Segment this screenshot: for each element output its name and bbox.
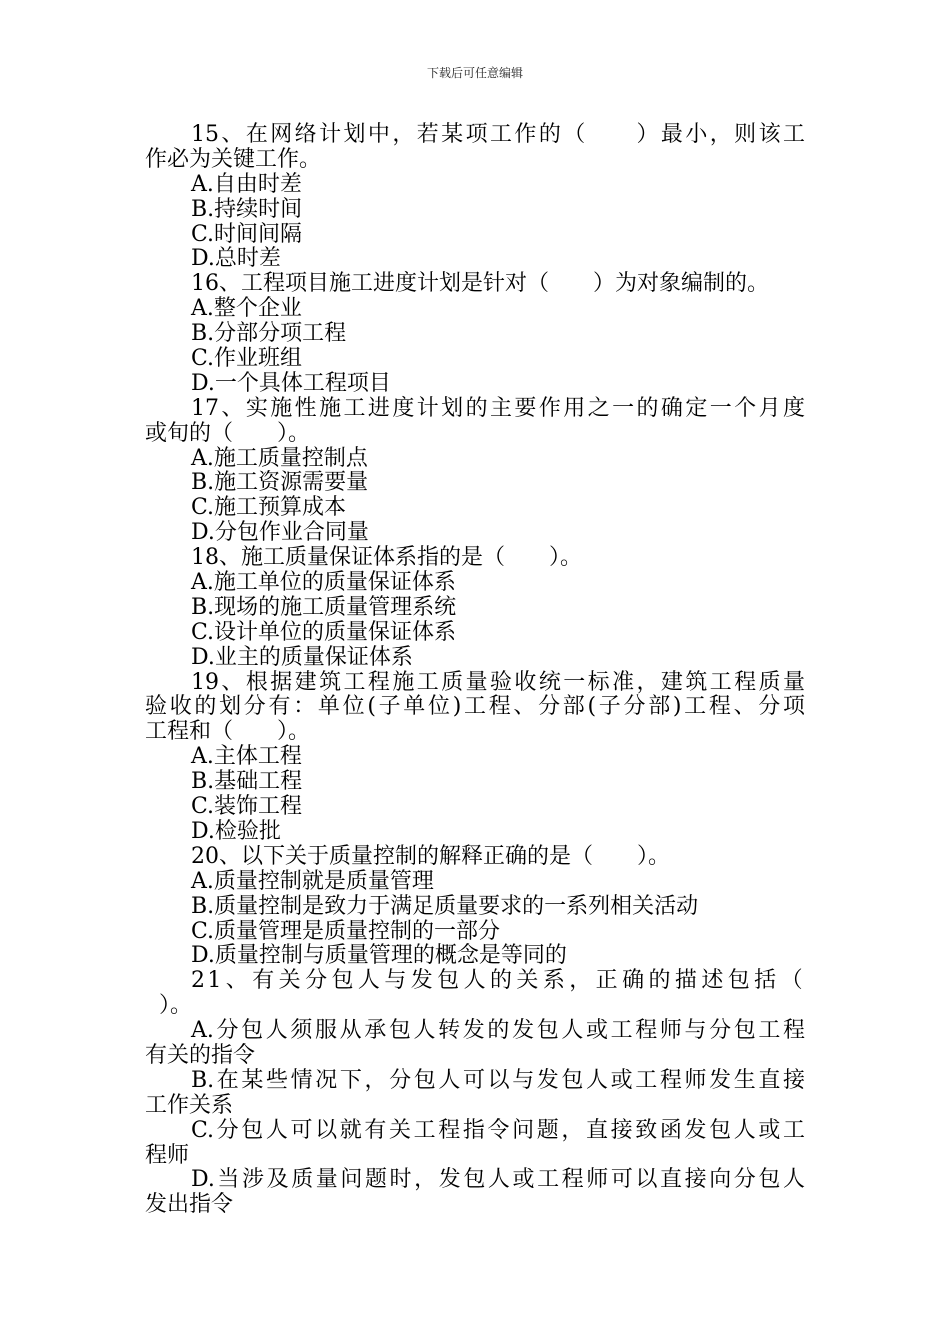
option-d-line: 发出指令 [145, 1192, 234, 1218]
option-b-line: 工作关系 [145, 1092, 234, 1118]
option-d: D.一个具体工程项目 [191, 370, 391, 396]
question-stem-line: 20、以下关于质量控制的解释正确的是（ ）。 [191, 843, 670, 869]
page-header: 下载后可任意编辑 [426, 66, 523, 80]
question-20 [145, 845, 805, 969]
option-b: B.施工资源需要量 [191, 470, 369, 496]
option-c-line: 程师 [145, 1142, 190, 1168]
option-c: C.设计单位的质量保证体系 [191, 619, 457, 645]
document-body [145, 123, 805, 1218]
option-c: C.质量管理是质量控制的一部分 [191, 918, 501, 944]
question-15 [145, 123, 805, 272]
option-c: C.时间间隔 [191, 221, 303, 247]
question-stem-line: 工程和（ ）。 [145, 719, 311, 745]
option-d: D.检验批 [191, 818, 281, 844]
option-b: B.持续时间 [191, 196, 303, 222]
question-18 [145, 546, 805, 670]
option-d: D.总时差 [191, 246, 281, 272]
question-19 [145, 671, 805, 845]
option-d: D.分包作业合同量 [191, 520, 369, 546]
question-stem-line: 验收的划分有：单位(子单位)工程、分部(子分部)工程、分项 [145, 694, 805, 720]
option-a: A.施工质量控制点 [191, 445, 368, 471]
question-stem-line: 或旬的（ ）。 [145, 420, 311, 446]
question-stem-line: 16、工程项目施工进度计划是针对（ ）为对象编制的。 [191, 271, 769, 297]
question-stem-line: 15、在网络计划中，若某项工作的（ ）最小，则该工 [191, 122, 805, 147]
option-b-line: B.在某些情况下，分包人可以与发包人或工程师发生直接 [191, 1067, 805, 1093]
option-b: B.现场的施工质量管理系统 [191, 594, 457, 620]
option-b: B.质量控制是致力于满足质量要求的一系列相关活动 [191, 893, 699, 919]
question-17 [145, 397, 805, 546]
question-stem-line: 19、根据建筑工程施工质量验收统一标准，建筑工程质量 [191, 669, 805, 695]
option-c-line: C.分包人可以就有关工程指令问题，直接致函发包人或工 [191, 1117, 805, 1143]
option-a: A.自由时差 [191, 171, 302, 197]
question-stem-line: 21、有关分包人与发包人的关系，正确的描述包括（ [191, 968, 805, 994]
option-c: C.作业班组 [191, 346, 303, 372]
question-21 [145, 969, 805, 1218]
option-c: C.施工预算成本 [191, 495, 347, 521]
option-a-line: 有关的指令 [145, 1042, 256, 1068]
option-a: A.主体工程 [191, 744, 302, 770]
option-a: A.质量控制就是质量管理 [191, 868, 434, 894]
question-stem-line: 作必为关键工作。 [145, 146, 322, 172]
question-stem-line: 18、施工质量保证体系指的是（ ）。 [191, 545, 582, 571]
option-d-line: D.当涉及质量问题时，发包人或工程师可以直接向分包人 [191, 1167, 805, 1193]
option-d: D.质量控制与质量管理的概念是等同的 [191, 943, 567, 969]
option-b: B.分部分项工程 [191, 321, 347, 347]
option-b: B.基础工程 [191, 769, 303, 795]
option-a-line: A.分包人须服从承包人转发的发包人或工程师与分包工程 [191, 1018, 805, 1044]
question-stem-line: ）。 [159, 993, 193, 1019]
option-d: D.业主的质量保证体系 [191, 644, 413, 670]
question-16 [145, 272, 805, 396]
question-stem-line: 17、实施性施工进度计划的主要作用之一的确定一个月度 [191, 395, 805, 421]
option-c: C.装饰工程 [191, 794, 303, 820]
option-a: A.整个企业 [191, 296, 302, 322]
option-a: A.施工单位的质量保证体系 [191, 570, 456, 596]
